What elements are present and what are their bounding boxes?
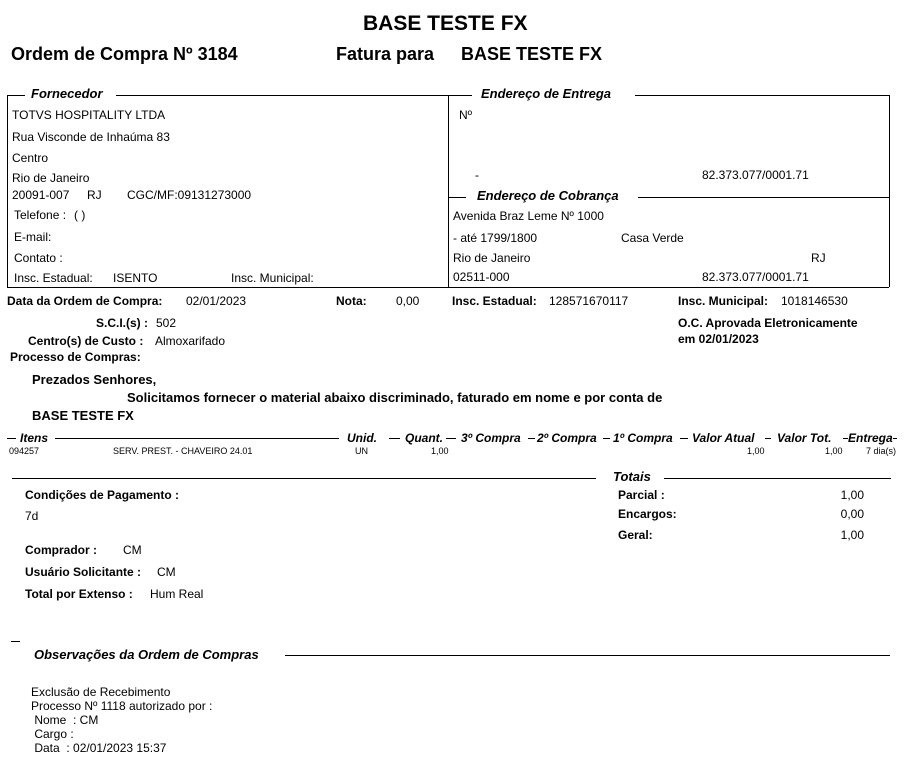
delivery-dash: - — [475, 168, 479, 182]
payment-conditions-label: Condições de Pagamento : — [25, 488, 180, 502]
letter-body: Solicitamos fornecer o material abaixo discriminado, faturado em nome e por conta de — [127, 390, 663, 405]
payment-divider — [12, 478, 596, 479]
approved-line2: em 02/01/2023 — [678, 332, 759, 346]
cost-center-label: Centro(s) de Custo : — [28, 334, 144, 348]
supplier-state: RJ — [87, 188, 102, 202]
encargos-label: Encargos: — [618, 507, 677, 521]
order-date-label: Data da Ordem de Compra: — [7, 294, 163, 308]
col-header-quant: Quant. — [405, 431, 443, 445]
item-description: SERV. PREST. - CHAVEIRO 24.01 — [113, 446, 253, 456]
order-date-value: 02/01/2023 — [186, 294, 247, 308]
requester-value: CM — [157, 565, 176, 579]
sci-value: 502 — [156, 316, 177, 330]
billing-street: Avenida Braz Leme Nº 1000 — [453, 209, 604, 223]
observation-line: Exclusão de Recebimento — [31, 685, 171, 699]
invoice-label: Fatura para — [336, 44, 435, 64]
encargos-value: 0,00 — [840, 507, 864, 521]
sci-label: S.C.I.(s) : — [96, 316, 149, 330]
col-header-unid: Unid. — [347, 431, 377, 445]
billing-state: RJ — [811, 251, 826, 265]
observations-section-title: Observações da Ordem de Compras — [34, 647, 259, 662]
buyer-label: Comprador : — [25, 543, 97, 557]
observations-divider — [285, 655, 890, 656]
item-delivery: 7 dia(s) — [866, 446, 897, 456]
supplier-zip: 20091-007 — [12, 188, 70, 202]
invoice-to: BASE TESTE FX — [461, 44, 603, 64]
billing-zip: 02511-000 — [453, 270, 510, 284]
observation-line: Cargo : — [31, 727, 74, 741]
state-reg-value: 128571670117 — [549, 294, 629, 308]
col-header-compra1: 1º Compra — [613, 431, 673, 445]
supplier-state-reg-value: ISENTO — [113, 271, 158, 285]
parcial-value: 1,00 — [840, 488, 864, 502]
delivery-number-label: Nº — [459, 108, 473, 122]
supplier-name: TOTVS HOSPITALITY LTDA — [12, 108, 166, 122]
supplier-cgc: CGC/MF:09131273000 — [127, 188, 252, 202]
observation-line: Nome : CM — [31, 713, 99, 727]
nota-value: 0,00 — [396, 294, 420, 308]
approved-line1: O.C. Aprovada Eletronicamente — [678, 316, 858, 330]
total-words-value: Hum Real — [150, 587, 204, 601]
supplier-section-title: Fornecedor — [31, 86, 103, 101]
billing-cnpj: 82.373.077/0001.71 — [702, 270, 809, 284]
col-header-compra3: 3º Compra — [461, 431, 521, 445]
supplier-street: Rua Visconde de Inhaúma 83 — [12, 130, 170, 144]
supplier-contact-label: Contato : — [14, 251, 63, 265]
item-code: 094257 — [9, 446, 40, 456]
cost-center-value: Almoxarifado — [155, 334, 226, 348]
supplier-phone-value: ( ) — [74, 208, 86, 222]
payment-conditions-value: 7d — [25, 509, 39, 523]
totals-divider — [664, 478, 891, 479]
company-title: BASE TESTE FX — [363, 12, 528, 35]
observation-line: Processo Nº 1118 autorizado por : — [31, 699, 213, 713]
billing-district: Casa Verde — [621, 231, 684, 245]
supplier-municipal-reg-label: Insc. Municipal: — [231, 271, 314, 285]
item-total-value: 1,00 — [825, 446, 843, 456]
letter-greeting: Prezados Senhores, — [32, 372, 157, 387]
process-label: Processo de Compras: — [10, 350, 141, 364]
observations-mark — [11, 641, 20, 642]
billing-section-title: Endereço de Cobrança — [477, 188, 619, 203]
billing-city: Rio de Janeiro — [453, 251, 531, 265]
supplier-city: Rio de Janeiro — [12, 171, 90, 185]
billing-complement: - até 1799/1800 — [453, 231, 538, 245]
observation-line: Data : 02/01/2023 15:37 — [31, 741, 167, 755]
letter-company: BASE TESTE FX — [32, 408, 134, 423]
municipal-reg-label: Insc. Municipal: — [678, 294, 769, 308]
item-unit: UN — [355, 446, 368, 456]
col-header-valor-atual: Valor Atual — [692, 431, 755, 445]
supplier-district: Centro — [12, 151, 49, 165]
supplier-phone-label: Telefone : — [14, 208, 67, 222]
item-current-value: 1,00 — [747, 446, 765, 456]
col-header-entrega: Entrega — [848, 431, 893, 445]
nota-label: Nota: — [336, 294, 367, 308]
totals-section-title: Totais — [613, 469, 651, 484]
total-words-label: Total por Extenso : — [25, 587, 133, 601]
supplier-email-label: E-mail: — [14, 230, 52, 244]
supplier-state-reg-label: Insc. Estadual: — [14, 271, 93, 285]
requester-label: Usuário Solicitante : — [25, 565, 142, 579]
geral-label: Geral: — [618, 528, 653, 542]
col-header-compra2: 2º Compra — [537, 431, 597, 445]
order-number-title: Ordem de Compra Nº 3184 — [11, 44, 238, 64]
parcial-label: Parcial : — [618, 488, 665, 502]
geral-value: 1,00 — [840, 528, 864, 542]
buyer-value: CM — [123, 543, 142, 557]
municipal-reg-value: 1018146530 — [781, 294, 848, 308]
state-reg-label: Insc. Estadual: — [452, 294, 537, 308]
delivery-section-title: Endereço de Entrega — [481, 86, 612, 101]
col-header-itens: Itens — [20, 431, 49, 445]
item-quantity: 1,00 — [431, 446, 449, 456]
col-header-valor-tot: Valor Tot. — [777, 431, 832, 445]
delivery-cnpj: 82.373.077/0001.71 — [702, 168, 809, 182]
